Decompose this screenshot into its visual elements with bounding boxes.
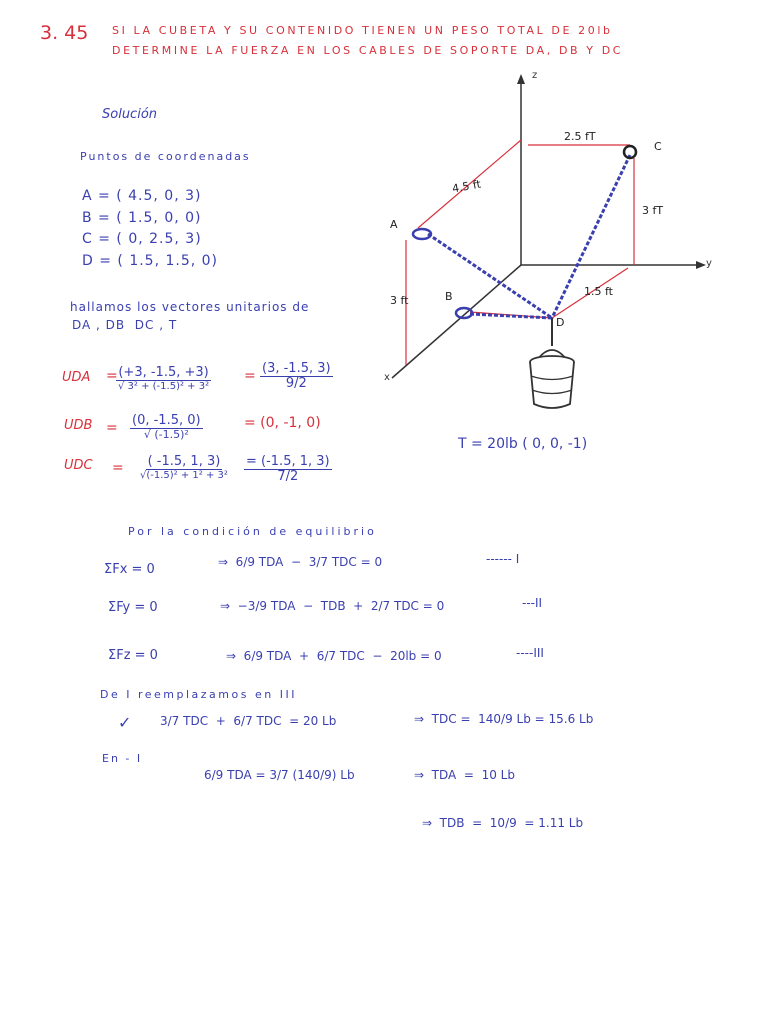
- y-axis-arrow: [696, 261, 706, 269]
- chain-da: [428, 234, 552, 318]
- equals-sign: =: [112, 460, 124, 476]
- solution-title: Solución: [102, 107, 158, 122]
- step1-equation: 3/7 TDC + 6/7 TDC = 20 Lb: [160, 714, 337, 728]
- coords-heading: Puntos de coordenadas: [80, 150, 251, 163]
- point-label-c: C: [654, 140, 662, 153]
- dim-label-c: 3 fT: [642, 204, 664, 217]
- dim-label-top: 2.5 fT: [564, 130, 596, 143]
- uda-label: UDA: [62, 370, 91, 385]
- equilibrium-heading: Por la condición de equilibrio: [128, 525, 377, 538]
- equals-sign: =: [244, 368, 256, 384]
- vectors-heading: hallamos los vectores unitarios de: [70, 300, 310, 314]
- axis-z-label: z: [532, 70, 538, 81]
- axis-y-label: y: [706, 258, 712, 269]
- hook-b-icon: [456, 308, 472, 318]
- check-mark: ✓: [118, 713, 132, 732]
- en-i-label: En - I: [102, 752, 143, 765]
- fz-equation: ⇒ 6/9 TDA + 6/7 TDC − 20lb = 0: [226, 649, 442, 663]
- problem-statement-line2: DETERMINE LA FUERZA EN LOS CABLES DE SOPORTE DA, DB Y DC: [112, 44, 624, 57]
- fy-tag: ---II: [522, 596, 543, 610]
- problem-statement-line1: SI LA CUBETA Y SU CONTENIDO TIENEN UN PESO TOTAL DE 20lb: [112, 24, 613, 37]
- dim-label-a-vert: 3 ft: [390, 294, 409, 307]
- udb-numerator: (0, -1.5, 0): [132, 413, 201, 428]
- uda-numerator: (+3, -1.5, +3): [118, 365, 209, 380]
- point-a: A = ( 4.5, 0, 3): [82, 188, 202, 204]
- step1-result: ⇒ TDC = 140/9 Lb = 15.6 Lb: [414, 712, 594, 726]
- sum-fy: ΣFy = 0: [108, 600, 158, 615]
- point-c: C = ( 0, 2.5, 3): [82, 231, 202, 247]
- udc-result-numerator: = (-1.5, 1, 3): [246, 454, 330, 469]
- point-label-d: D: [556, 316, 565, 329]
- t-vector: T = 20lb ( 0, 0, -1): [458, 436, 588, 452]
- axis-x-label: x: [384, 372, 390, 383]
- point-b: B = ( 1.5, 0, 0): [82, 210, 202, 226]
- udc-numerator: ( -1.5, 1, 3): [147, 454, 221, 469]
- sum-fx: ΣFx = 0: [104, 562, 155, 577]
- equals-sign: =: [106, 420, 118, 436]
- step2-equation: 6/9 TDA = 3/7 (140/9) Lb: [204, 768, 355, 782]
- uda-result-denominator: 9/2: [285, 376, 307, 392]
- point-label-a: A: [390, 218, 398, 231]
- sum-fz: ΣFz = 0: [108, 648, 158, 663]
- fx-equation: ⇒ 6/9 TDA − 3/7 TDC = 0: [218, 555, 383, 569]
- uda-denominator: √ 3² + (-1.5)² + 3²: [118, 381, 210, 393]
- vectors-list: DA , DB DC , T: [72, 318, 178, 332]
- bucket-body-icon: [530, 362, 574, 408]
- point-label-b: B: [445, 290, 453, 303]
- equals-sign: =: [106, 368, 118, 384]
- z-axis-arrow: [517, 74, 525, 84]
- step3-result: ⇒ TDB = 10/9 = 1.11 Lb: [422, 816, 584, 830]
- fx-tag: ------ I: [486, 552, 520, 566]
- problem-number: 3. 45: [40, 22, 89, 44]
- dim-label-a-slant: 4.5 ft: [451, 177, 482, 196]
- uda-result-numerator: (3, -1.5, 3): [262, 361, 331, 376]
- substitution-note: De I reemplazamos en III: [100, 688, 297, 701]
- fz-tag: ----III: [516, 646, 544, 660]
- fy-equation: ⇒ −3/9 TDA − TDB + 2/7 TDC = 0: [220, 599, 445, 613]
- udb-denominator: √ (-1.5)²: [143, 428, 189, 442]
- udc-label: UDC: [64, 458, 93, 473]
- dim-label-d: 1.5 ft: [584, 285, 613, 298]
- udb-label: UDB: [64, 418, 93, 433]
- udb-result: = (0, -1, 0): [244, 415, 321, 431]
- x-axis: [392, 265, 521, 378]
- point-d: D = ( 1.5, 1.5, 0): [82, 253, 219, 269]
- udc-denominator: √(-1.5)² + 1² + 3²: [140, 470, 228, 482]
- step2-result: ⇒ TDA = 10 Lb: [414, 768, 515, 782]
- udc-result-denominator: 7/2: [277, 469, 299, 485]
